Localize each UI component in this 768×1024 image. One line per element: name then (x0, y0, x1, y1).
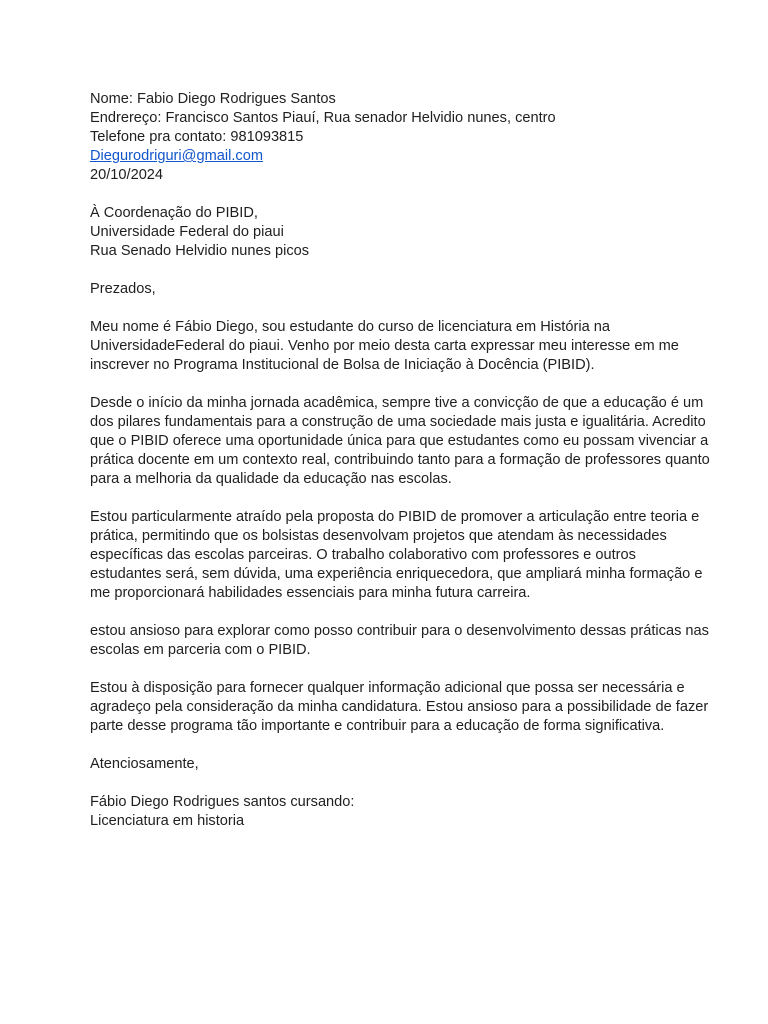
recipient-line-3: Rua Senado Helvidio nunes picos (90, 243, 310, 259)
paragraph-line: Meu nome é Fábio Diego, sou estudante do curso de licenciatura em História na (90, 319, 610, 335)
paragraph-line: UniversidadeFederal do piaui. Venho por meio desta carta expressar meu interesse em me (90, 338, 679, 354)
paragraph-line: escolas em parceria com o PIBID. (90, 642, 311, 658)
recipient-line-2: Universidade Federal do piaui (90, 224, 284, 240)
letter-date: 20/10/2024 (90, 167, 164, 183)
paragraph-line: estou ansioso para explorar como posso contribuir para o desenvolvimento dessas práticas nas (90, 623, 709, 639)
recipient-line-1: À Coordenação do PIBID, (90, 205, 258, 221)
paragraph-line: me proporcionará habilidades essenciais para minha futura carreira. (90, 585, 531, 601)
paragraph-line: que o PIBID oferece uma oportunidade única para que estudantes como eu possam vivenciar a (90, 433, 709, 449)
paragraph-line: estudantes será, sem dúvida, uma experiência enriquecedora, que ampliará minha formação e (90, 566, 703, 582)
sender-name: Nome: Fabio Diego Rodrigues Santos (90, 91, 336, 107)
paragraph-line: prática, permitindo que os bolsistas desenvolvam projetos que atendam às necessidades (90, 528, 667, 544)
sender-phone: Telefone pra contato: 981093815 (90, 129, 304, 145)
paragraph-line: dos pilares fundamentais para a construção de uma sociedade mais justa e igualitária. Acredito (90, 414, 706, 430)
paragraph-line: agradeço pela consideração da minha candidatura. Estou ansioso para a possibilidade de fazer (90, 699, 709, 715)
recipient-info (90, 204, 690, 261)
paragraph-line: Desde o início da minha jornada acadêmica, sempre tive a convicção de que a educação é um (90, 395, 704, 411)
paragraph (90, 318, 690, 375)
closing: Atenciosamente, (90, 756, 199, 772)
paragraph-line: Estou à disposição para fornecer qualquer informação adicional que possa ser necessária e (90, 680, 685, 696)
paragraph (90, 394, 710, 489)
paragraph-line: prática docente em um contexto real, contribuindo tanto para a formação de professores quanto (90, 452, 710, 468)
paragraph (90, 622, 709, 660)
paragraph (90, 679, 709, 736)
paragraph-line: Estou particularmente atraído pela proposta do PIBID de promover a articulação entre teoria e (90, 509, 700, 525)
sender-info (90, 90, 690, 185)
signature-line-2: Licenciatura em historia (90, 813, 245, 829)
paragraph (90, 508, 703, 603)
signature (90, 793, 690, 831)
letter-body (90, 90, 710, 831)
paragraph-line: inscrever no Programa Institucional de Bolsa de Iniciação à Docência (PIBID). (90, 357, 595, 373)
sender-address: Endrereço: Francisco Santos Piauí, Rua senador Helvidio nunes, centro (90, 110, 556, 126)
paragraph-line: parte desse programa tão importante e contribuir para a educação de forma significativa. (90, 718, 665, 734)
paragraph-line: específicas das escolas parceiras. O trabalho colaborativo com professores e outros (90, 547, 636, 563)
salutation: Prezados, (90, 281, 156, 297)
sender-email-link[interactable]: Diegurodriguri@gmail.com (90, 148, 263, 164)
signature-line-1: Fábio Diego Rodrigues santos cursando: (90, 794, 355, 810)
paragraph-line: para a melhoria da qualidade da educação nas escolas. (90, 471, 452, 487)
